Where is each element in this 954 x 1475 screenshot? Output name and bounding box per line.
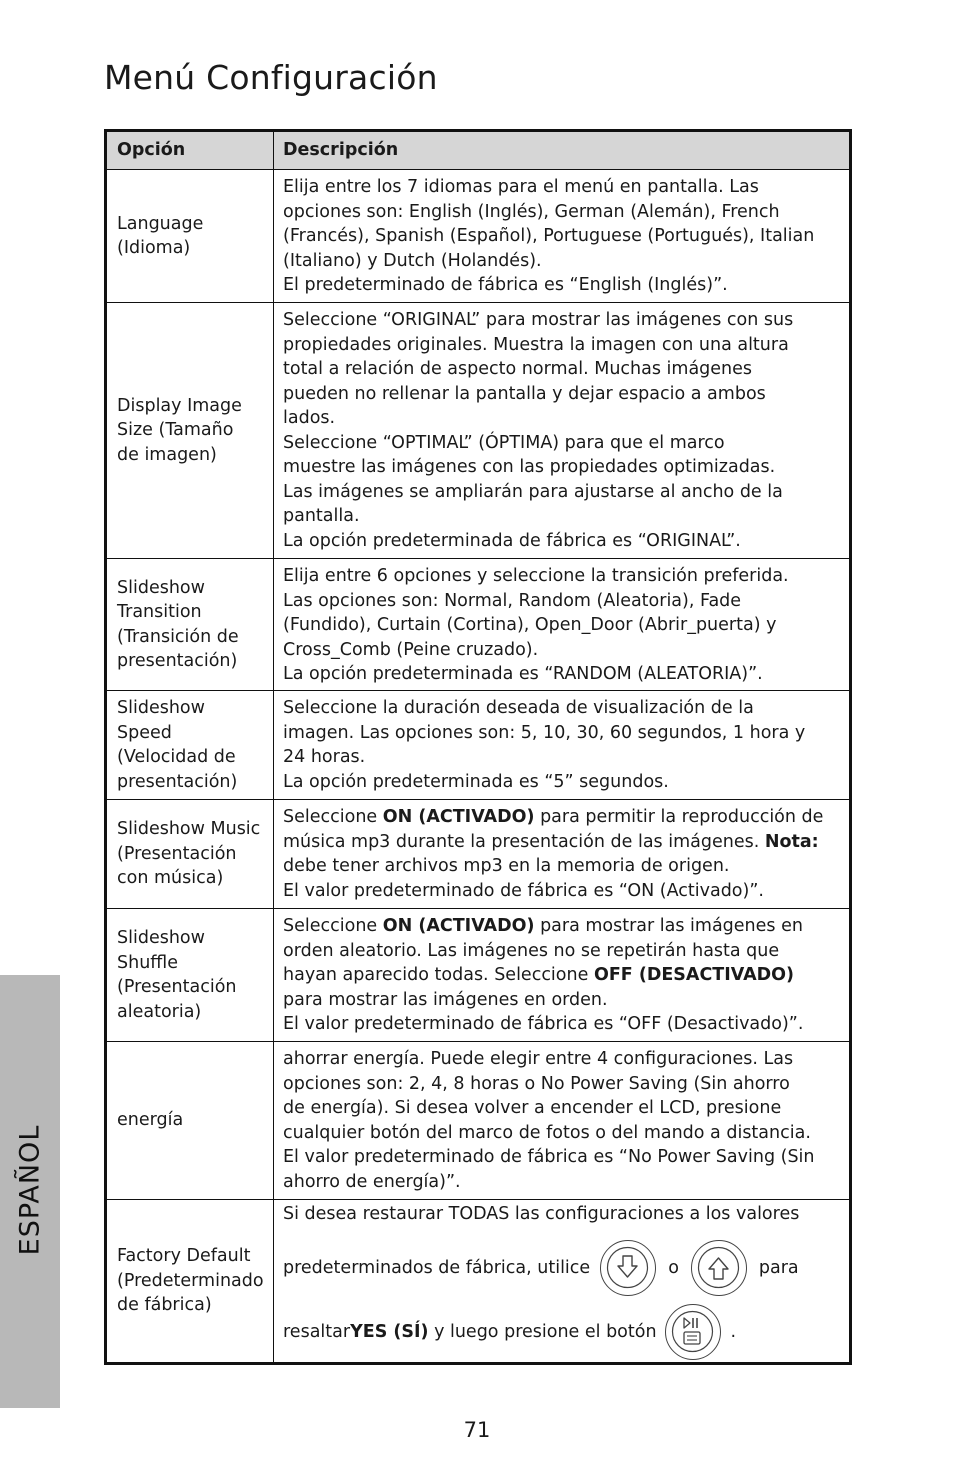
option-text: presentación)	[117, 651, 238, 671]
description-text: La opción predeterminada de fábrica es “ORIGINAL”.	[283, 530, 741, 551]
option-text: Size (Tamaño	[117, 420, 234, 441]
description-line	[283, 805, 841, 830]
description-text: El predeterminado de fábrica es “English (Inglés)”.	[283, 275, 728, 295]
description-text: música mp3 durante la presentación de las imágenes.	[283, 831, 765, 852]
settings-table	[104, 129, 852, 1365]
option-text: Slideshow Music	[117, 819, 261, 840]
description-text: Seleccione “ORIGINAL” para mostrar las imágenes con sus	[283, 310, 794, 330]
option-cell	[107, 303, 274, 558]
option-text: (Predeterminado	[117, 1270, 264, 1291]
table-row	[107, 799, 849, 908]
description-text: Las opciones son: Normal, Random (Aleatoria), Fade	[283, 590, 742, 611]
description-cell	[274, 800, 849, 908]
option-text: Factory Default	[117, 1246, 251, 1267]
header-description: Descripción	[283, 140, 399, 161]
table-row	[107, 1199, 849, 1362]
option-text: (Idioma)	[117, 238, 191, 258]
description-text: ahorro de energía)”.	[283, 1171, 461, 1192]
description-text: predeterminados de fábrica, utilice	[283, 1257, 591, 1278]
description-text: Seleccione la duración deseada de visualización de la	[283, 698, 754, 718]
option-text: (Presentación	[117, 977, 237, 997]
description-text: para mostrar las imágenes en orden.	[283, 989, 608, 1010]
description-text: ahorrar energía. Puede elegir entre 4 configuraciones. Las	[283, 1049, 794, 1069]
description-text: debe tener archivos mp3 en la memoria de origen.	[283, 856, 730, 876]
description-cell	[274, 1200, 849, 1362]
description-line	[283, 1235, 841, 1301]
description-line	[283, 1301, 841, 1363]
option-cell	[107, 909, 274, 1041]
description-text: de energía). Si desea volver a encender el LCD, presione	[283, 1098, 782, 1118]
description-text: pueden no rellenar la pantalla y dejar espacio a ambos	[283, 383, 766, 404]
option-text: Slideshow	[117, 928, 205, 948]
option-text: energía	[117, 1110, 184, 1131]
description-text: propiedades originales. Muestra la imagen con una altura	[283, 334, 789, 355]
description-text: total a relación de aspecto normal. Muchas imágenes	[283, 359, 753, 379]
page-title: Menú Configuración	[104, 58, 438, 97]
description-bold-text: YES (SÍ)	[350, 1321, 429, 1342]
option-text: Slideshow	[117, 577, 205, 598]
description-text: El valor predeterminado de fábrica es “OFF (Desactivado)”.	[283, 1014, 804, 1034]
description-text: Seleccione	[283, 916, 383, 936]
option-cell	[107, 170, 274, 302]
description-text: La opción predeterminada es “RANDOM (ALEATORIA)”.	[283, 664, 763, 684]
description-cell	[274, 303, 849, 558]
description-text: .	[730, 1321, 737, 1342]
language-side-tab-label: ESPAÑOL	[14, 1124, 46, 1256]
option-text: Slideshow	[117, 698, 205, 718]
option-cell	[107, 559, 274, 690]
description-cell	[274, 909, 849, 1041]
option-text: con música)	[117, 868, 224, 889]
description-text: lados.	[283, 408, 336, 428]
description-text: 24 horas.	[283, 747, 366, 767]
description-text: Seleccione “OPTIMAL” (ÓPTIMA) para que el marco	[283, 432, 725, 453]
description-text: El valor predeterminado de fábrica es “ON (Activado)”.	[283, 880, 764, 901]
description-text: (Fundido), Curtain (Cortina), Open_Door (Abrir_puerta) y	[283, 615, 777, 635]
description-text: Elija entre 6 opciones y seleccione la transición preferida.	[283, 566, 789, 586]
option-text: presentación)	[117, 771, 238, 792]
description-text: resaltar	[283, 1321, 351, 1342]
description-text: opciones son: English (Inglés), German (Alemán), French	[283, 201, 780, 222]
table-header-row	[107, 132, 849, 169]
option-text: Transition	[117, 602, 202, 622]
description-cell	[274, 1042, 849, 1199]
option-text: de imagen)	[117, 444, 217, 465]
description-text: hayan aparecido todas. Seleccione	[283, 965, 594, 985]
description-text: Si desea restaurar TODAS las configuraciones a los valores	[283, 1204, 800, 1224]
description-bold-text: ON (ACTIVADO)	[382, 807, 535, 827]
up-arrow-button-icon	[691, 1240, 747, 1296]
description-text: pantalla.	[283, 506, 360, 526]
header-option: Opción	[107, 132, 274, 169]
description-text: Las imágenes se ampliarán para ajustarse al ancho de la	[283, 481, 783, 502]
option-cell	[107, 691, 274, 799]
description-text: opciones son: 2, 4, 8 horas o No Power Saving (Sin ahorro	[283, 1073, 790, 1094]
option-cell	[107, 1042, 274, 1199]
option-text: (Transición de	[117, 626, 239, 647]
option-text: Display Image	[117, 395, 242, 416]
description-text: y luego presione el botón	[428, 1321, 657, 1342]
description-text: cualquier botón del marco de fotos o del mando a distancia.	[283, 1122, 811, 1143]
description-cell	[274, 691, 849, 799]
description-line	[283, 963, 841, 988]
down-arrow-button-icon	[600, 1240, 656, 1296]
option-text: aleatoria)	[117, 1001, 202, 1022]
description-text: o	[668, 1257, 679, 1278]
table-row	[107, 302, 849, 558]
description-bold-text: OFF (DESACTIVADO)	[593, 965, 795, 985]
description-text: para permitir la reproducción de	[534, 807, 824, 827]
description-line	[283, 914, 841, 939]
page-number: 71	[463, 1418, 491, 1442]
description-text: (Italiano) y Dutch (Holandés).	[283, 250, 542, 271]
table-row	[107, 1041, 849, 1199]
table-row	[107, 558, 849, 690]
option-cell	[107, 800, 274, 908]
description-text: El valor predeterminado de fábrica es “No Power Saving (Sin	[283, 1147, 815, 1167]
option-text: (Presentación	[117, 843, 237, 864]
description-text: orden aleatorio. Las imágenes no se repetirán hasta que	[283, 940, 780, 961]
table-row	[107, 169, 849, 302]
table-row	[107, 690, 849, 799]
option-text: (Velocidad de	[117, 747, 236, 767]
description-cell	[274, 170, 849, 302]
description-bold-text: Nota:	[764, 831, 819, 852]
option-cell	[107, 1200, 274, 1362]
description-text: (Francés), Spanish (Español), Portuguese (Portugués), Italian	[283, 226, 815, 246]
option-text: Speed	[117, 722, 172, 743]
description-text: para mostrar las imágenes en	[534, 916, 803, 936]
option-text: Language	[117, 213, 204, 234]
description-text: para	[758, 1257, 799, 1278]
description-text: imagen. Las opciones son: 5, 10, 30, 60 segundos, 1 hora y	[283, 722, 806, 743]
description-text: Seleccione	[283, 807, 383, 827]
option-text: Shuffle	[117, 952, 178, 973]
description-text: muestre las imágenes con las propiedades optimizadas.	[283, 457, 776, 477]
description-line	[283, 830, 841, 855]
description-bold-text: ON (ACTIVADO)	[382, 916, 535, 936]
table-row	[107, 908, 849, 1041]
option-text: de fábrica)	[117, 1295, 212, 1316]
description-cell	[274, 559, 849, 690]
description-text: Elija entre los 7 idiomas para el menú en pantalla. Las	[283, 177, 759, 197]
description-text: La opción predeterminada es “5” segundos.	[283, 771, 669, 792]
play-pause-menu-button-icon	[665, 1304, 721, 1360]
description-text: Cross_Comb (Peine cruzado).	[283, 639, 539, 660]
